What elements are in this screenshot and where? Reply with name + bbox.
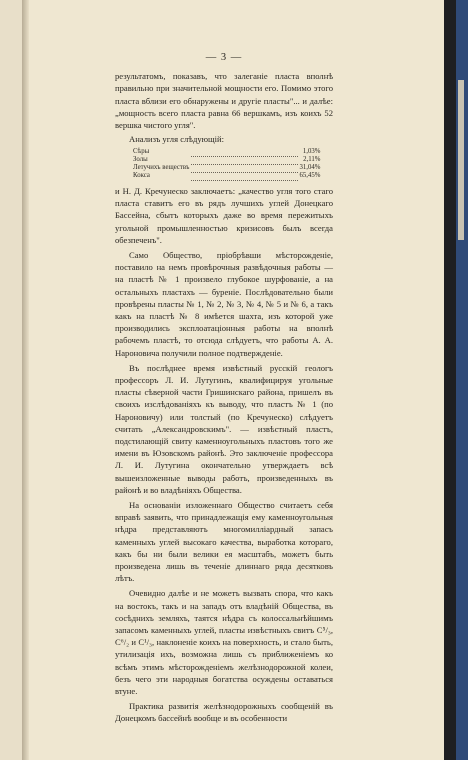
page-text <box>115 52 333 725</box>
analysis-row <box>133 164 320 172</box>
paragraph-7: Практика развитія желѣзнодорожныхъ сообщеній въ Донецкомъ бассейнѣ вообще и въ особенности <box>115 701 333 724</box>
analysis-heading: Анализъ угля слѣдующій: <box>129 134 225 145</box>
left-page-edge <box>0 0 24 760</box>
analysis-row <box>133 156 320 164</box>
analysis-row <box>133 172 320 180</box>
analysis-label: Золы <box>133 156 148 164</box>
analysis-label: Сѣры <box>133 148 150 156</box>
analysis-row <box>133 148 320 156</box>
page-number: — 3 — <box>205 52 243 63</box>
page-tab-strip <box>458 80 464 240</box>
analysis-label: Кокса <box>133 172 150 180</box>
paragraph-1: результатомъ, показавъ, что залеганіе пласта вполнѣ правильно при значительной мощности его. Помимо этого пласта вблизи его обнаружены и другіе пласты"... и далѣе: „мощность всего пласта равна 66 вершкамъ, изъ коихъ 52 вершка чистого угля". <box>115 71 333 131</box>
paragraph-3: Само Общество, пріобрѣвши мѣсторожденіе, поставило на немъ провѣрочныя развѣдочныя работы — на пластѣ № 1 произвело глубокое шурфованіе, а на остальныхъ пластахъ — буреніе. Послѣдовательно были провѣрены пласты № 1, № 2, № 3, № 4, № 5 и № 6, а такъ какъ на пластѣ № 8 имѣется шахта, изъ которой уже производились эксплоатаціонныя работы на вполнѣ рабочемъ пластѣ, то отсюда слѣдуетъ, что работы А. А. Нароновича получили полное подтвержденіе. <box>115 249 333 358</box>
analysis-value: 1,03% <box>302 148 321 156</box>
analysis-value: 2,11% <box>303 156 321 164</box>
analysis-label: Летучихъ веществъ <box>133 164 190 172</box>
paragraph-5: На основаніи изложеннаго Общество считаетъ себя вправѣ заявить, что принадлежащія ему каменноугольныя нѣдра представляютъ многомилліардный запасъ каменныхъ углей высокаго качества, выработка котораго, какъ бы ни были велики ея масштабъ, можетъ быть произведена лишь въ теченіе длиннаго ряда десятковъ лѣтъ. <box>115 500 333 584</box>
paragraph-2: и Н. Д. Кречунеско заключаетъ: „качество угля того стаго пласта ставитъ его въ рядъ лучшихъ углей Донецкаго Бассейна, сбытъ которыхъ даже во время пережитыхъ угольной промышленностью кризисовъ былъ всегда обезпеченъ". <box>115 185 333 245</box>
analysis-value: 65,45% <box>299 172 321 180</box>
paragraph-6: Очевидно далѣе и не можетъ вызвать спора, что какъ на востокъ, такъ и на западъ отъ владѣній Общества, въ сосѣднихъ земляхъ, таятся нѣдра съ колоссальнѣйшимъ запасомъ каменныхъ углей, пласты извѣстныхъ свитъ C⁵/₃, C⁶/₂ и C¹/₃, наклоненіе коихъ на поверхность, и стало быть, утилизація ихъ, возможна лишь съ приближеніемъ ко всѣмъ этимъ мѣсторожденіемъ желѣзнодорожной колеи, безъ чего эти народныя богатства осуждены оставаться втуне. <box>115 588 333 697</box>
analysis-value: 31,04% <box>299 164 321 172</box>
analysis-table <box>133 148 320 181</box>
paragraph-4: Въ послѣднее время извѣстный русскій геологъ профессоръ Л. И. Лутугинъ, квалифицируя угольные пласты сѣверной части Гришинскаго района, пришелъ въ своихъ изслѣдованіяхъ къ выводу, что пластъ № 1 (по Нароновичу) или толстый (по Кречунеско) слѣдуетъ считать „Александровскимъ". — извѣстный пластъ, подстилающій свиту каменноугольныхъ пластовъ того же имени въ Юзовскомъ районѣ. Это заключеніе профессора Л. И. Лутугина окончательно утверждаетъ всѣ вышеизложенные выводы работъ, произведенныхъ въ районѣ и во владѣніяхъ Общества. <box>115 362 333 495</box>
